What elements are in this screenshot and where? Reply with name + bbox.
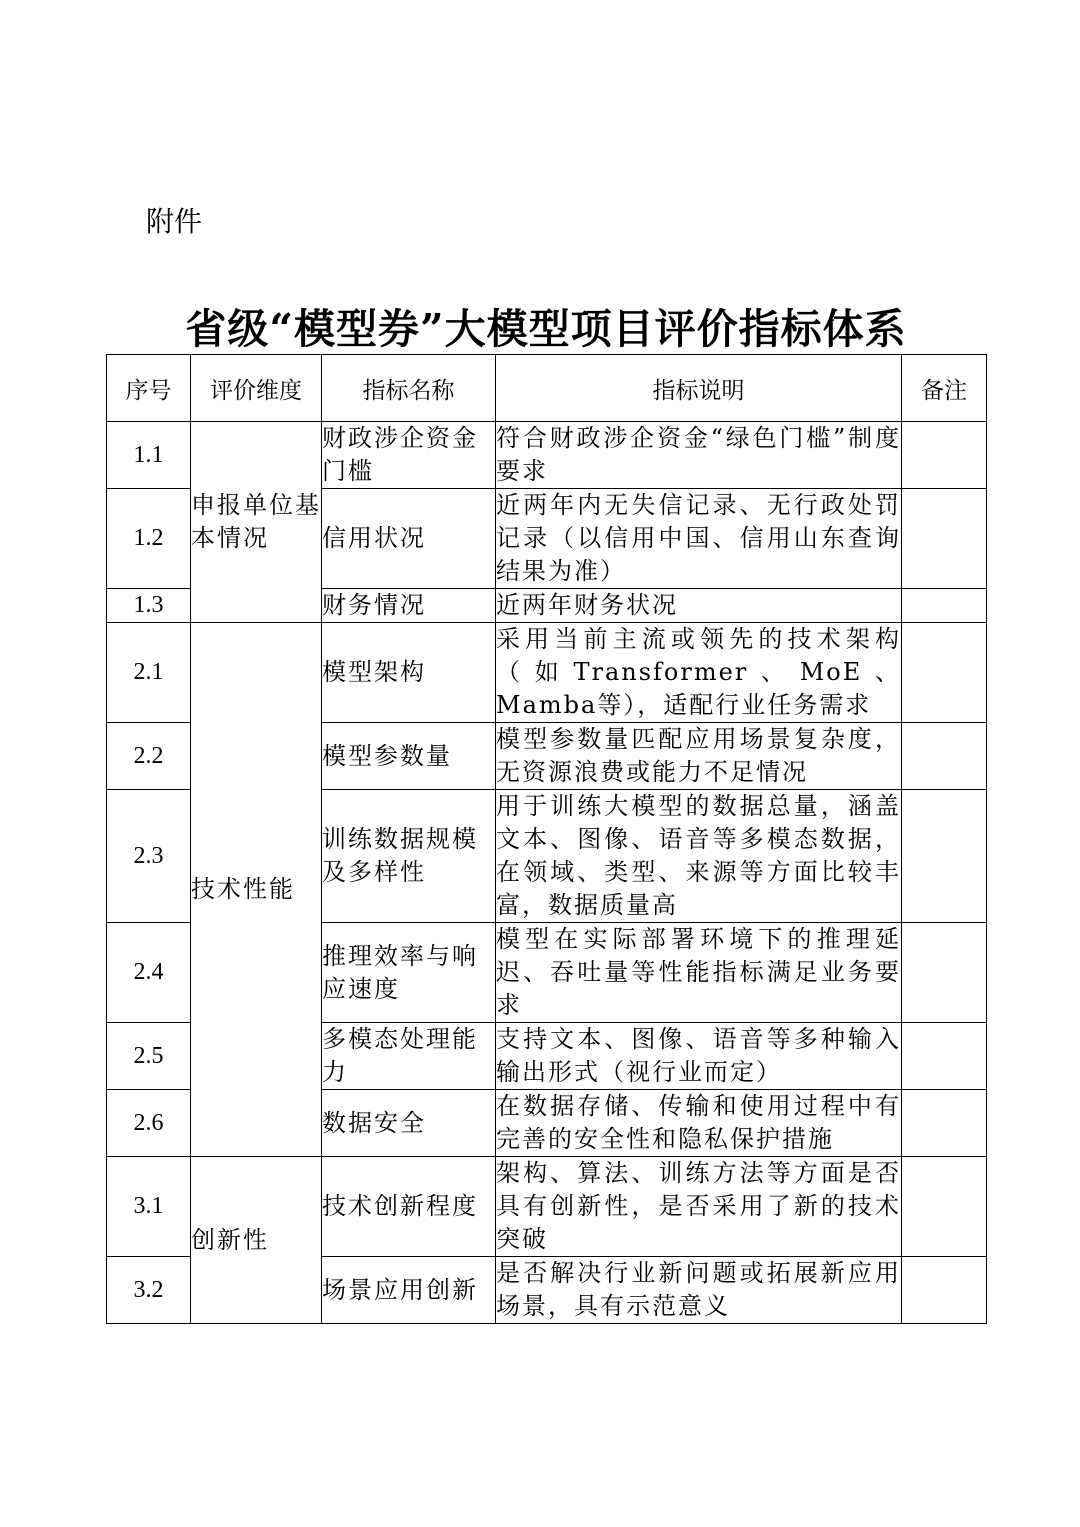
index-description: 架构、算法、训练方法等方面是否具有创新性，是否采用了新的技术突破 — [496, 1157, 902, 1257]
note-cell — [902, 923, 987, 1023]
header-no: 序号 — [107, 355, 191, 422]
row-no: 2.1 — [107, 623, 191, 723]
dimension-cell: 技术性能 — [191, 623, 322, 1157]
header-name: 指标名称 — [322, 355, 496, 422]
index-description: 近两年内无失信记录、无行政处罚记录（以信用中国、信用山东查询结果为准） — [496, 489, 902, 589]
row-no: 3.1 — [107, 1157, 191, 1257]
note-cell — [902, 422, 987, 489]
row-no: 2.4 — [107, 923, 191, 1023]
index-name: 财务情况 — [322, 589, 496, 623]
table-row — [107, 422, 987, 489]
index-description: 模型参数量匹配应用场景复杂度，无资源浪费或能力不足情况 — [496, 723, 902, 790]
row-no: 3.2 — [107, 1257, 191, 1324]
note-cell — [902, 1090, 987, 1157]
note-cell — [902, 1157, 987, 1257]
table-row — [107, 1157, 987, 1257]
row-no: 2.6 — [107, 1090, 191, 1157]
note-cell — [902, 623, 987, 723]
note-cell — [902, 1257, 987, 1324]
table-header-row — [107, 355, 987, 422]
row-no: 2.5 — [107, 1023, 191, 1090]
index-description: 符合财政涉企资金“绿色门槛”制度要求 — [496, 422, 902, 489]
document-title: 省级“模型券”大模型项目评价指标体系 — [185, 305, 907, 353]
index-name: 推理效率与响应速度 — [322, 923, 496, 1023]
row-no: 1.2 — [107, 489, 191, 589]
dimension-cell: 创新性 — [191, 1157, 322, 1324]
note-cell — [902, 1023, 987, 1090]
index-description: 在数据存储、传输和使用过程中有完善的安全性和隐私保护措施 — [496, 1090, 902, 1157]
dimension-cell: 申报单位基本情况 — [191, 422, 322, 623]
note-cell — [902, 589, 987, 623]
table-row — [107, 623, 987, 723]
note-cell — [902, 489, 987, 589]
index-description: 用于训练大模型的数据总量，涵盖文本、图像、语音等多模态数据，在领域、类型、来源等方面比较丰富，数据质量高 — [496, 790, 902, 923]
row-no: 1.3 — [107, 589, 191, 623]
index-name: 训练数据规模及多样性 — [322, 790, 496, 923]
header-description: 指标说明 — [496, 355, 902, 422]
index-name: 多模态处理能力 — [322, 1023, 496, 1090]
header-note: 备注 — [902, 355, 987, 422]
index-name: 数据安全 — [322, 1090, 496, 1157]
index-name: 模型架构 — [322, 623, 496, 723]
attachment-label: 附件 — [146, 205, 203, 238]
index-description: 支持文本、图像、语音等多种输入输出形式（视行业而定） — [496, 1023, 902, 1090]
row-no: 1.1 — [107, 422, 191, 489]
index-description: 是否解决行业新问题或拓展新应用场景，具有示范意义 — [496, 1257, 902, 1324]
index-description: 采用当前主流或领先的技术架构（如Transformer、MoE、Mamba等），适配行业任务需求 — [496, 623, 902, 723]
index-name: 信用状况 — [322, 489, 496, 589]
evaluation-index-table — [106, 354, 987, 1324]
index-description: 近两年财务状况 — [496, 589, 902, 623]
index-name: 财政涉企资金门槛 — [322, 422, 496, 489]
index-name: 场景应用创新 — [322, 1257, 496, 1324]
index-name: 技术创新程度 — [322, 1157, 496, 1257]
index-description: 模型在实际部署环境下的推理延迟、吞吐量等性能指标满足业务要求 — [496, 923, 902, 1023]
note-cell — [902, 723, 987, 790]
row-no: 2.3 — [107, 790, 191, 923]
header-dimension: 评价维度 — [191, 355, 322, 422]
note-cell — [902, 790, 987, 923]
index-name: 模型参数量 — [322, 723, 496, 790]
row-no: 2.2 — [107, 723, 191, 790]
